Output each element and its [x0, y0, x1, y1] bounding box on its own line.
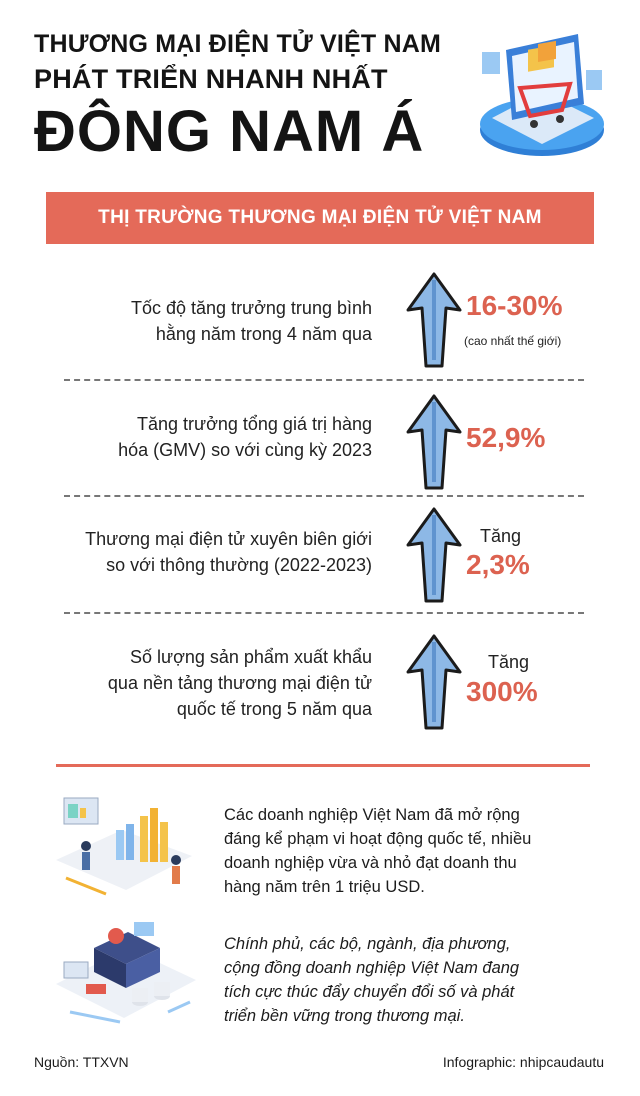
stat-4-prefix: Tăng: [488, 652, 530, 672]
stat-3-label-line-2: so với thông thường (2022-2023): [106, 555, 372, 575]
paragraph-2-line-1: Chính phủ, các bộ, ngành, địa phương,: [224, 935, 511, 953]
stat-1-label-line-2: hằng năm trong 4 năm qua: [155, 324, 372, 344]
divider-2: [64, 495, 584, 497]
digital-transformation-illustration: [50, 918, 200, 1028]
stat-3-prefix: Tăng: [480, 526, 522, 546]
footer-credit: Infographic: nhipcaudautu: [442, 1054, 604, 1070]
paragraph-2-line-3: tích cực thúc đẩy chuyển đổi số và phát: [224, 983, 515, 1001]
section-separator: [56, 764, 590, 767]
paragraph-1-line-2: đáng kể phạm vi hoạt động quốc tế, nhiều: [224, 830, 532, 848]
title-line-2: PHÁT TRIỂN NHANH NHẤT: [34, 64, 388, 94]
up-arrow-icon: [404, 270, 464, 370]
stat-2-label-line-2: hóa (GMV) so với cùng kỳ 2023: [118, 440, 372, 460]
stat-1-note: (cao nhất thế giới): [464, 334, 562, 348]
title-line-1: THƯƠNG MẠI ĐIỆN TỬ VIỆT NAM: [34, 30, 442, 58]
stat-4-label: [108, 644, 372, 722]
stat-3-label-line-1: Thương mại điện tử xuyên biên giới: [85, 529, 372, 549]
footer-source: Nguồn: TTXVN: [34, 1054, 129, 1070]
section-banner-label: THỊ TRƯỜNG THƯƠNG MẠI ĐIỆN TỬ VIỆT NAM: [98, 207, 542, 228]
paragraph-2: [224, 932, 604, 1028]
paragraph-2-line-2: cộng đồng doanh nghiệp Việt Nam đang: [224, 959, 520, 977]
divider-3: [64, 612, 584, 614]
ecommerce-laptop-illustration: [470, 26, 610, 166]
stat-2-label: [118, 411, 372, 463]
stat-1-label: [131, 295, 372, 347]
paragraph-1: [224, 803, 604, 899]
stat-3-label: [85, 526, 372, 578]
paragraph-2-line-4: triển bền vững trong thương mại.: [224, 1007, 465, 1025]
paragraph-1-line-3: doanh nghiệp vừa và nhỏ đạt doanh thu: [224, 854, 517, 872]
stat-4-label-line-1: Số lượng sản phẩm xuất khẩu: [130, 647, 372, 667]
paragraph-1-line-4: hàng năm trên 1 triệu USD.: [224, 878, 425, 896]
stat-4-label-line-2: qua nền tảng thương mại điện tử: [107, 673, 372, 693]
stat-2-label-line-1: Tăng trưởng tổng giá trị hàng: [137, 414, 372, 434]
stat-1-label-line-1: Tốc độ tăng trưởng trung bình: [131, 298, 372, 318]
paragraph-1-line-1: Các doanh nghiệp Việt Nam đã mở rộng: [224, 806, 520, 824]
stat-1-value: 16-30%: [466, 290, 563, 321]
up-arrow-icon: [404, 392, 464, 492]
stat-2-value: 52,9%: [466, 422, 546, 453]
title-line-3: ĐÔNG NAM Á: [34, 99, 425, 164]
stat-4-value: 300%: [466, 676, 538, 707]
divider-1: [64, 379, 584, 381]
section-banner: [46, 192, 594, 244]
up-arrow-icon: [404, 505, 464, 605]
up-arrow-icon: [404, 632, 464, 732]
business-analytics-illustration: [46, 790, 196, 900]
stat-4-label-line-3: quốc tế trong 5 năm qua: [176, 699, 372, 719]
stat-3-value: 2,3%: [466, 549, 530, 580]
